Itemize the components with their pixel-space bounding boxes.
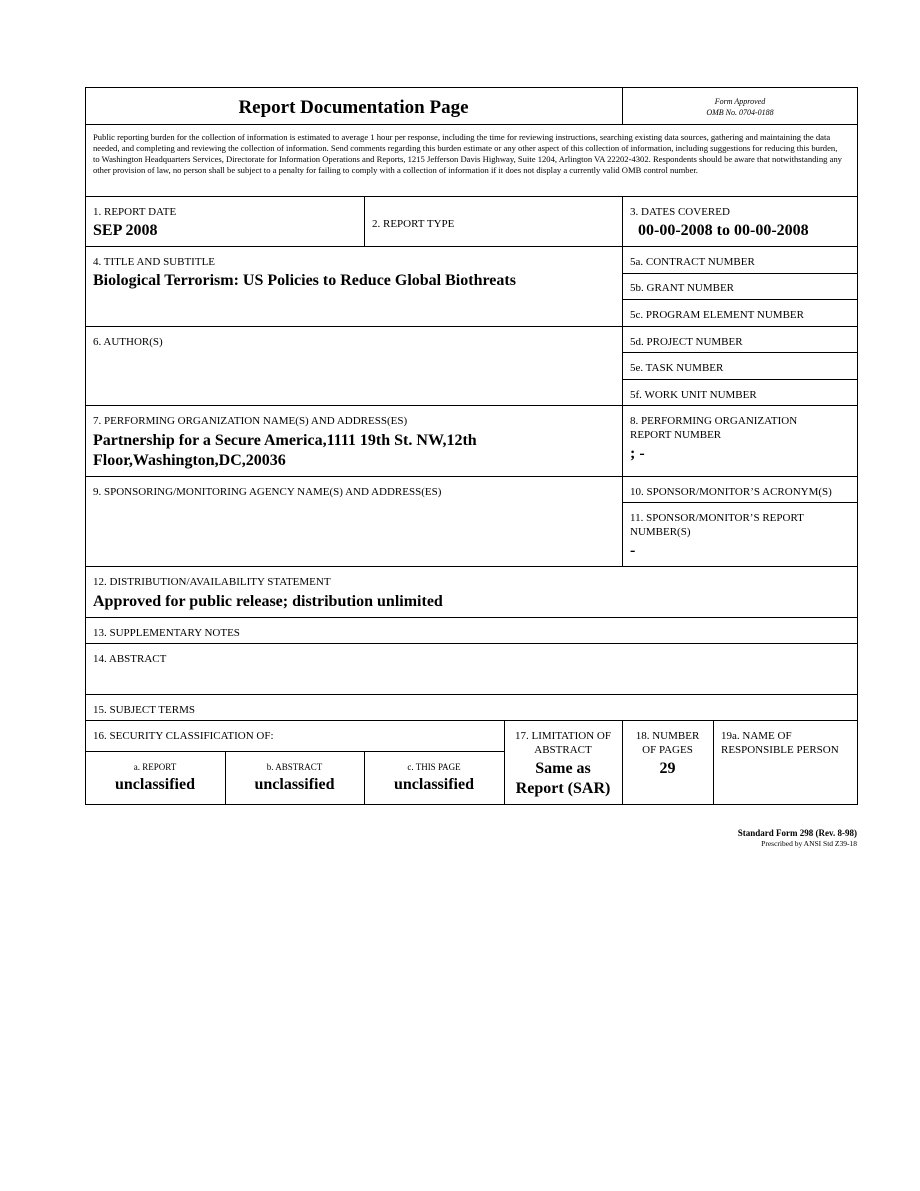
- num-pages-value: 29: [659, 760, 676, 777]
- rule: [622, 299, 858, 300]
- subject-terms-label: 15. SUBJECT TERMS: [93, 704, 195, 716]
- rule: [85, 326, 858, 327]
- report-date-value: SEP 2008: [93, 222, 158, 239]
- rule: [85, 405, 858, 406]
- title-value: Biological Terrorism: US Policies to Reduce Global Biothreats: [93, 272, 516, 289]
- standard-form-label: Standard Form 298 (Rev. 8-98): [737, 828, 857, 838]
- distribution-label: 12. DISTRIBUTION/AVAILABILITY STATEMENT: [93, 576, 331, 588]
- project-number-label: 5d. PROJECT NUMBER: [630, 336, 743, 348]
- prescribed-label: Prescribed by ANSI Std Z39-18: [761, 839, 857, 848]
- sponsor-report-number: -: [630, 542, 636, 559]
- rule: [85, 246, 858, 247]
- burden-statement: Public reporting burden for the collection of information is estimated to average 1 hour per response, including the time for reviewing instructions, searching existing data sources, gathering and maintaining the data needed, and completing and reviewing the collection of information. Send comments regarding this burden estimate or any other aspect of this collection of information, including suggestions for reducing this burden, to Washington Headquarters Services, Directorate for Information Operations and Reports, 1215 Jefferson Davis Highway, Suite 1204, Arlington VA 22202-4302. Respondents should be aware that notwithstanding any other provision of law, no person shall be subject to a penalty for failing to comply with a collection of information if it does not display a currently valid OMB control number.: [93, 132, 842, 175]
- supplementary-label: 13. SUPPLEMENTARY NOTES: [93, 627, 240, 639]
- rule: [364, 196, 365, 246]
- sponsoring-label: 9. SPONSORING/MONITORING AGENCY NAME(S) AND ADDRESS(ES): [93, 486, 442, 498]
- report-type-label: 2. REPORT TYPE: [372, 218, 455, 230]
- num-pages-label-line2: OF PAGES: [642, 744, 693, 756]
- program-element-label: 5c. PROGRAM ELEMENT NUMBER: [630, 309, 804, 321]
- omb-number: OMB No. 0704-0188: [706, 108, 774, 117]
- report-date-label: 1. REPORT DATE: [93, 206, 177, 218]
- grant-number-label: 5b. GRANT NUMBER: [630, 282, 735, 294]
- responsible-label-line1: 19a. NAME OF: [721, 730, 792, 742]
- num-pages-label-line1: 18. NUMBER: [635, 730, 700, 742]
- form-approved: [622, 96, 858, 118]
- title-label: 4. TITLE AND SUBTITLE: [93, 256, 216, 268]
- performing-org-line1: Partnership for a Secure America,1111 19th St. NW,12th: [93, 432, 477, 449]
- rule: [85, 720, 858, 721]
- task-number-label: 5e. TASK NUMBER: [630, 362, 724, 374]
- limitation-value-line1: Same as: [535, 760, 591, 777]
- page-title: Report Documentation Page: [238, 97, 469, 118]
- rule: [85, 694, 858, 695]
- performing-org-line2: Floor,Washington,DC,20036: [93, 452, 286, 469]
- rule: [713, 720, 714, 805]
- work-unit-label: 5f. WORK UNIT NUMBER: [630, 389, 757, 401]
- rule: [85, 617, 858, 618]
- limitation-label-line2: ABSTRACT: [534, 744, 592, 756]
- sponsor-acronym-label: 10. SPONSOR/MONITOR’S ACRONYM(S): [630, 486, 832, 498]
- responsible-label-line2: RESPONSIBLE PERSON: [721, 744, 839, 756]
- page-class-label: c. THIS PAGE: [407, 762, 461, 772]
- performing-report-label-line2: REPORT NUMBER: [630, 429, 722, 441]
- rule: [85, 566, 858, 567]
- rule: [85, 476, 858, 477]
- limitation-label-line1: 17. LIMITATION OF: [515, 730, 611, 742]
- dates-covered-value: 00-00-2008 to 00-00-2008: [638, 222, 809, 239]
- abstract-label: 14. ABSTRACT: [93, 653, 167, 665]
- performing-org-label: 7. PERFORMING ORGANIZATION NAME(S) AND ADDRESS(ES): [93, 415, 408, 427]
- report-class-value: unclassified: [114, 776, 195, 793]
- rule: [622, 196, 623, 566]
- rule: [622, 502, 858, 503]
- dates-covered-label: 3. DATES COVERED: [630, 206, 730, 218]
- abstract-class-label: b. ABSTRACT: [266, 762, 323, 772]
- performing-report-label-line1: 8. PERFORMING ORGANIZATION: [630, 415, 798, 427]
- security-classification-label: 16. SECURITY CLASSIFICATION OF:: [93, 730, 274, 742]
- sponsor-report-label-line2: NUMBER(S): [630, 526, 691, 538]
- report-class-label: a. REPORT: [133, 762, 177, 772]
- distribution-value: Approved for public release; distribution unlimited: [93, 593, 443, 610]
- sponsor-report-label-line1: 11. SPONSOR/MONITOR’S REPORT: [630, 512, 804, 524]
- contract-number-label: 5a. CONTRACT NUMBER: [630, 256, 755, 268]
- rule: [85, 196, 858, 197]
- limitation-value-line2: Report (SAR): [515, 780, 611, 797]
- page-class-value: unclassified: [393, 776, 474, 793]
- rule: [85, 643, 858, 644]
- rule: [85, 124, 858, 125]
- abstract-class-value: unclassified: [254, 776, 335, 793]
- rule: [85, 751, 504, 752]
- rule: [622, 379, 858, 380]
- authors-label: 6. AUTHOR(S): [93, 336, 163, 348]
- rule: [622, 273, 858, 274]
- performing-report-number: ; -: [630, 445, 645, 462]
- form-approved-text: Form Approved: [714, 97, 766, 106]
- rule: [622, 352, 858, 353]
